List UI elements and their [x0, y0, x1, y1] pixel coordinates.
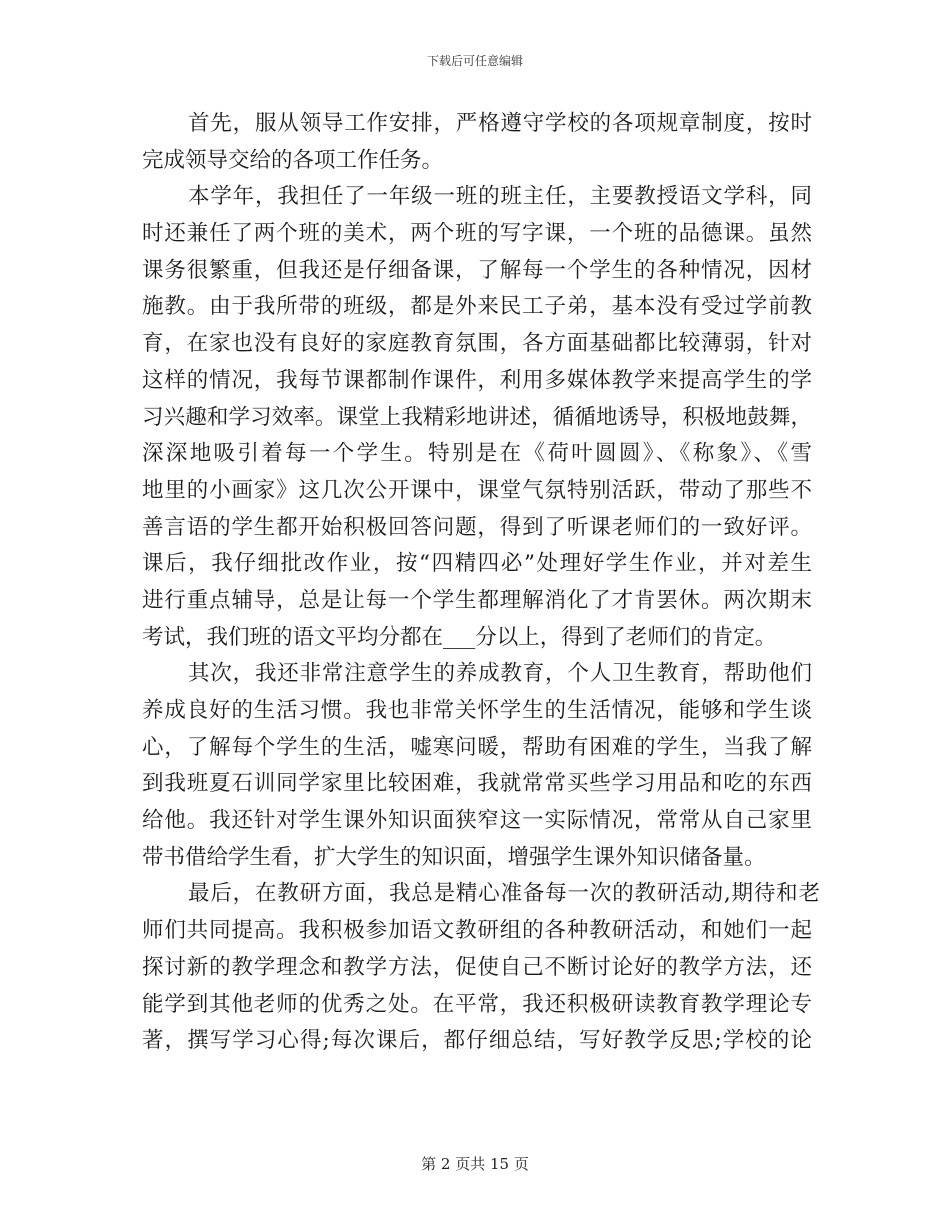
text-line: 到我班夏石训同学家里比较困难，我就常常买些学习用品和吃的东西: [142, 771, 812, 797]
text-line: 著，撰写学习心得;每次课后，都仔细总结，写好教学反思;学校的论: [142, 1028, 812, 1054]
text-line: 这样的情况，我每节课都制作课件，利用多媒体教学来提高学生的学: [142, 367, 812, 393]
paragraph: [142, 876, 820, 1059]
text-line: 心，了解每个学生的生活，嘘寒问暖，帮助有困难的学生，当我了解: [142, 734, 812, 760]
text-line: 善言语的学生都开始积极回答问题，得到了听课老师们的一致好评。: [142, 514, 812, 540]
page-header: 下载后可任意编辑: [426, 54, 523, 68]
text-line: 课后，我仔细批改作业，按“四精四必”处理好学生作业，并对差生: [142, 551, 812, 577]
text-line: 给他。我还针对学生课外知识面狭窄这一实际情况，常常从自己家里: [142, 808, 812, 834]
text-line: 其次，我还非常注意学生的养成教育，个人卫生教育，帮助他们: [188, 661, 812, 687]
text-line: 进行重点辅导，总是让每一个学生都理解消化了才肯罢休。两次期末: [142, 587, 812, 613]
text-line: 能学到其他老师的优秀之处。在平常，我还积极研读教育教学理论专: [142, 991, 812, 1017]
text-line: 施教。由于我所带的班级，都是外来民工子弟，基本没有受过学前教: [142, 294, 812, 320]
text-line: 师们共同提高。我积极参加语文教研组的各种教研活动，和她们一起: [142, 918, 812, 944]
text-line: 深深地吸引着每一个学生。特别是在《荷叶圆圆》、《称象》、《雪: [142, 441, 812, 467]
text-line: 育，在家也没有良好的家庭教育氛围，各方面基础都比较薄弱，针对: [142, 331, 812, 357]
text-line: 习兴趣和学习效率。课堂上我精彩地讲述，循循地诱导，积极地鼓舞，: [142, 404, 812, 430]
paragraph: [142, 106, 812, 179]
text-line: 课务很繁重，但我还是仔细备课，了解每一个学生的各种情况，因材: [142, 257, 812, 283]
text-line: 带书借给学生看，扩大学生的知识面，增强学生课外知识储备量。: [142, 844, 766, 870]
text-line: 地里的小画家》这几次公开课中，课堂气氛特别活跃，带动了那些不: [142, 477, 812, 503]
text-line: 完成领导交给的各项工作任务。: [142, 147, 444, 173]
text-line: 考试，我们班的语文平均分都在___分以上，得到了老师们的肯定。: [142, 624, 777, 650]
document-body: [142, 106, 820, 1060]
paragraph: [142, 179, 812, 656]
text-line: 最后，在教研方面，我总是精心准备每一次的教研活动,期待和老: [188, 881, 820, 907]
paragraph: [142, 656, 812, 876]
text-line: 时还兼任了两个班的美术，两个班的写字课，一个班的品德课。虽然: [142, 221, 812, 247]
text-line: 养成良好的生活习惯。我也非常关怀学生的生活情况，能够和学生谈: [142, 698, 812, 723]
text-line: 探讨新的教学理念和教学方法，促使自己不断讨论好的教学方法，还: [142, 954, 812, 980]
text-line: 首先，服从领导工作安排，严格遵守学校的各项规章制度，按时: [188, 111, 812, 136]
page-footer: 第 2 页共 15 页: [421, 1155, 529, 1173]
text-line: 本学年，我担任了一年级一班的班主任，主要教授语文学科，同: [188, 184, 812, 210]
